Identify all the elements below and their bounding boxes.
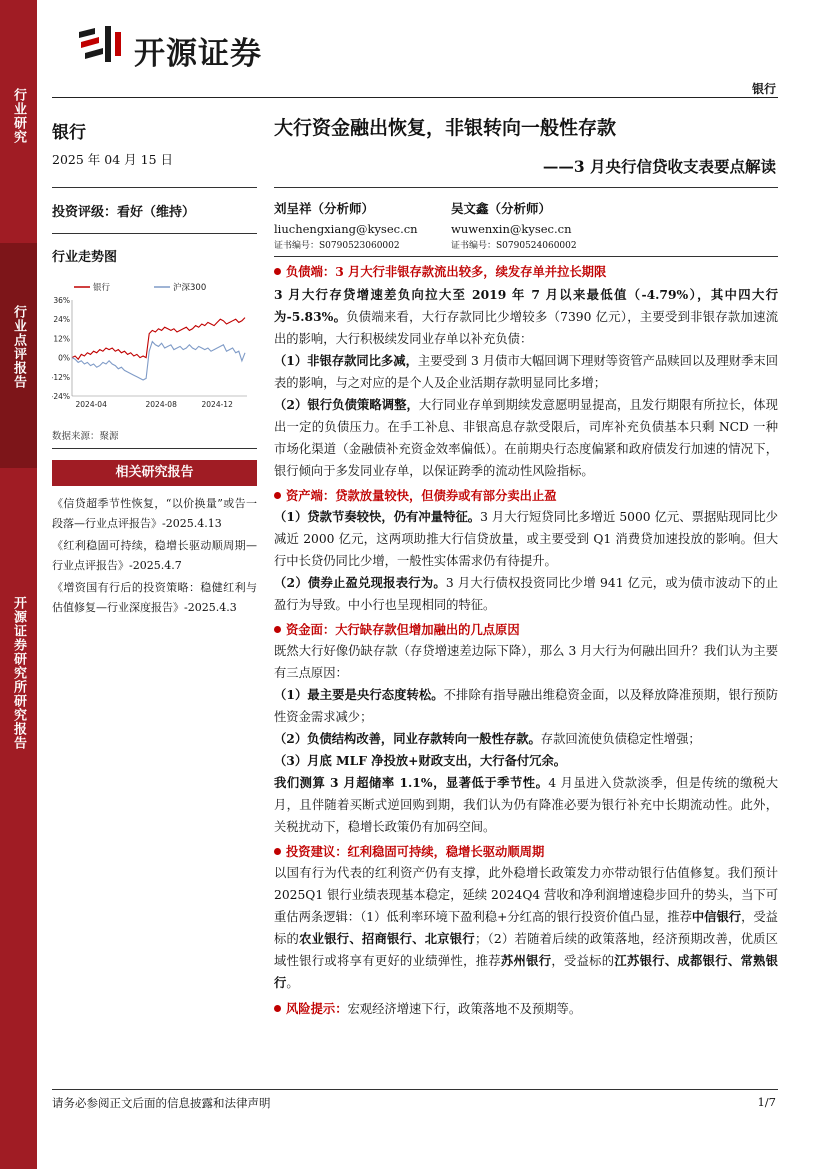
related-report-item[interactable]: 《增资国有行后的投资策略：稳健红利与估值修复—行业深度报告》-2025.4.3 [52,581,257,614]
section-assets-heading: 资产端：贷款放量较快，但债券或有部分卖出止盈 [274,486,778,506]
trend-chart-title: 行业走势图 [52,250,118,265]
footer-disclaimer: 请务必参阅正文后面的信息披露和法律声明 [52,1096,271,1110]
section-liquidity-para-2: 我们测算 3 月超储率 1.1%，显著低于季节性。4 月虽进入贷款淡季，但是传统的缴税大月，且伴随着买断式逆回购到期，我们认为仍有降准必要为银行补充中长期流动性。此外，关税扰动下，稳增长政策仍有加码空间。 [274,775,778,834]
y-tick-label: -24% [52,392,70,401]
left-rule-3 [52,448,257,449]
section-liabilities-item-1: （1）非银存款同比多减，主要受到 3 月债市大幅回调下理财等资管产品赎回以及理财季末回表的影响，与之对应的是个人及企业活期存款明显同比多增； [274,353,778,390]
investment-rating: 投资评级：看好（维持） [52,205,196,220]
section-liquidity-heading: 资金面：大行缺存款但增加融出的几点原因 [274,620,778,640]
section-liabilities-item-2: （2）银行负债策略调整，大行同业存单到期续发意愿明显提高，且发行期限有所拉长，体现出一定的负债压力。在手工补息、非银高息存款受限后，司库补充负债基本只剩 NCD 一种市场化渠道（金融债补充资金效率偏低）。在前期央行态度偏紧和政府债发行加速的情况下，银行倾向于多发同业存单，以保证跨季的流动性风险指标。 [274,397,778,478]
section-assets-item-1: （1）贷款节奏较快，仍有冲量特征。3 月大行短贷同比多增近 5000 亿元、票据贴现同比少减近 2000 亿元，这两项助推大行信贷放量，或主要受到 Q1 消费贷加速投放的影响。但大行中长贷仍同比少增，一般性实体需求仍有待提升。 [274,509,778,568]
analyst-name: 刘呈祥（分析师） [274,201,375,216]
report-subtitle: ——3 月央行信贷收支表要点解读 [542,157,776,176]
bullet-dot-icon [274,1005,281,1012]
analyst-email[interactable]: liuchengxiang@kysec.cn [274,222,418,236]
section-liquidity-item-3: （3）月底 MLF 净投放+财政支出，大行备付冗余。 [274,753,567,768]
page-number: 1/7 [757,1095,776,1109]
data-source: 数据来源：聚源 [52,431,119,442]
bullet-dot-icon [274,626,281,633]
y-tick-label: -12% [52,372,70,382]
section-investment-heading: 投资建议：红利稳固可持续，稳增长驱动顺周期 [274,842,778,862]
section-liquidity-para-1: 既然大行好像仍缺存款（存贷增速差边际下降），那么 3 月大行为何融出回升？我们认为主要有三点原因： [274,644,778,680]
section-investment-para: 以国有行为代表的红利资产仍有支撑，此外稳增长政策发力亦带动银行估值修复。我们预计 2025Q1 银行业绩表现基本稳定，延续 2024Q4 营收和净利润增速稳步回升的势头，当下可重估两条逻辑：（1）低利率环境下盈利稳+分红高的银行投资价值凸显，推荐中信银行，受益标的农业银行、招商银行、北京银行；（2）若随着后续的政策落地，经济预期改善，优质区域性银行或将享有更好的业绩弹性，推荐苏州银行，受益标的江苏银行、成都银行、常熟银行。 [274,866,778,990]
related-report-item[interactable]: 《红利稳固可持续，稳增长驱动顺周期—行业点评报告》-2025.4.7 [52,539,257,572]
related-reports-list [52,494,257,618]
x-tick-label: 2024-04 [75,400,107,409]
bullet-dot-icon [274,492,281,499]
report-body [274,262,778,1020]
related-report-item[interactable]: 《信贷超季节性恢复，“以价换量”或告一段落—行业点评报告》-2025.4.13 [52,497,257,530]
trend-chart [52,278,257,422]
footer-rule [52,1089,778,1090]
y-tick-label: 36% [53,296,70,305]
trend-chart-svg [52,278,257,418]
left-rule-1 [52,187,257,188]
section-liquidity-item-1: （1）最主要是央行态度转松。不排除有指导融出维稳资金面，以及释放降准预期，银行预防性资金需求减少； [274,687,778,724]
bullet-dot-icon [274,268,281,275]
section-assets-item-2: （2）债券止盈兑现报表行为。3 月大行债权投资同比少增 941 亿元，或为债市波动下的止盈行为导致。中小行也呈现相同的特征。 [274,575,778,612]
analyst-2 [451,198,611,254]
brand-logo [75,22,129,68]
analyst-name: 吴文鑫（分析师） [451,201,552,216]
related-reports-title: 相关研究报告 [52,460,257,486]
report-date: 2025 年 04 月 15 日 [52,152,173,167]
report-title: 大行资金融出恢复，非银转向一般性存款 [274,117,617,139]
x-tick-label: 2024-12 [201,400,233,409]
left-rule-2 [52,233,257,234]
legend-label: 沪深300 [173,283,207,293]
x-tick-label: 2024-08 [145,400,177,409]
y-tick-label: 12% [53,334,70,344]
analyst-cert: 证书编号：S0790523060002 [274,241,400,251]
section-liabilities-para: 3 月大行存贷增速差负向拉大至 2019 年 7 月以来最低值（-4.79%），其中四大行为-5.83%。负债端来看，大行存款同比少增较多（7390 亿元），主要受到非银存款加速流出的影响，大行积极续发同业存单以补充负债： [274,287,778,346]
series-line [72,318,245,360]
analyst-1 [274,198,434,254]
side-tab-industry-research: 行业研究 [0,0,37,243]
y-tick-label: 24% [53,315,70,325]
legend-label: 银行 [93,283,111,293]
risk-warning: 风险提示：宏观经济增速下行，政策落地不及预期等。 [274,998,778,1020]
header-category: 银行 [751,82,776,96]
industry-label: 银行 [52,123,86,143]
side-tab-report-type: 行业点评报告 [0,243,37,468]
y-tick-label: 0% [58,353,70,363]
section-liabilities-heading: 负债端：3 月大行非银存款流出较多，续发存单并拉长期限 [274,262,778,282]
section-liquidity-item-2: （2）负债结构改善，同业存款转向一般性存款。存款回流使负债稳定性增强； [274,731,701,746]
series-line [72,342,245,380]
side-tab-institute: 开源证券研究所研究报告 [0,468,37,1169]
bullet-dot-icon [274,848,281,855]
analyst-cert: 证书编号：S0790524060002 [451,241,577,251]
brand-name: 开源证券 [134,36,262,72]
title-rule [274,187,778,188]
header-rule [52,97,778,98]
analyst-rule [274,256,778,257]
logo-mark-icon [75,22,129,64]
analyst-email[interactable]: wuwenxin@kysec.cn [451,222,572,236]
